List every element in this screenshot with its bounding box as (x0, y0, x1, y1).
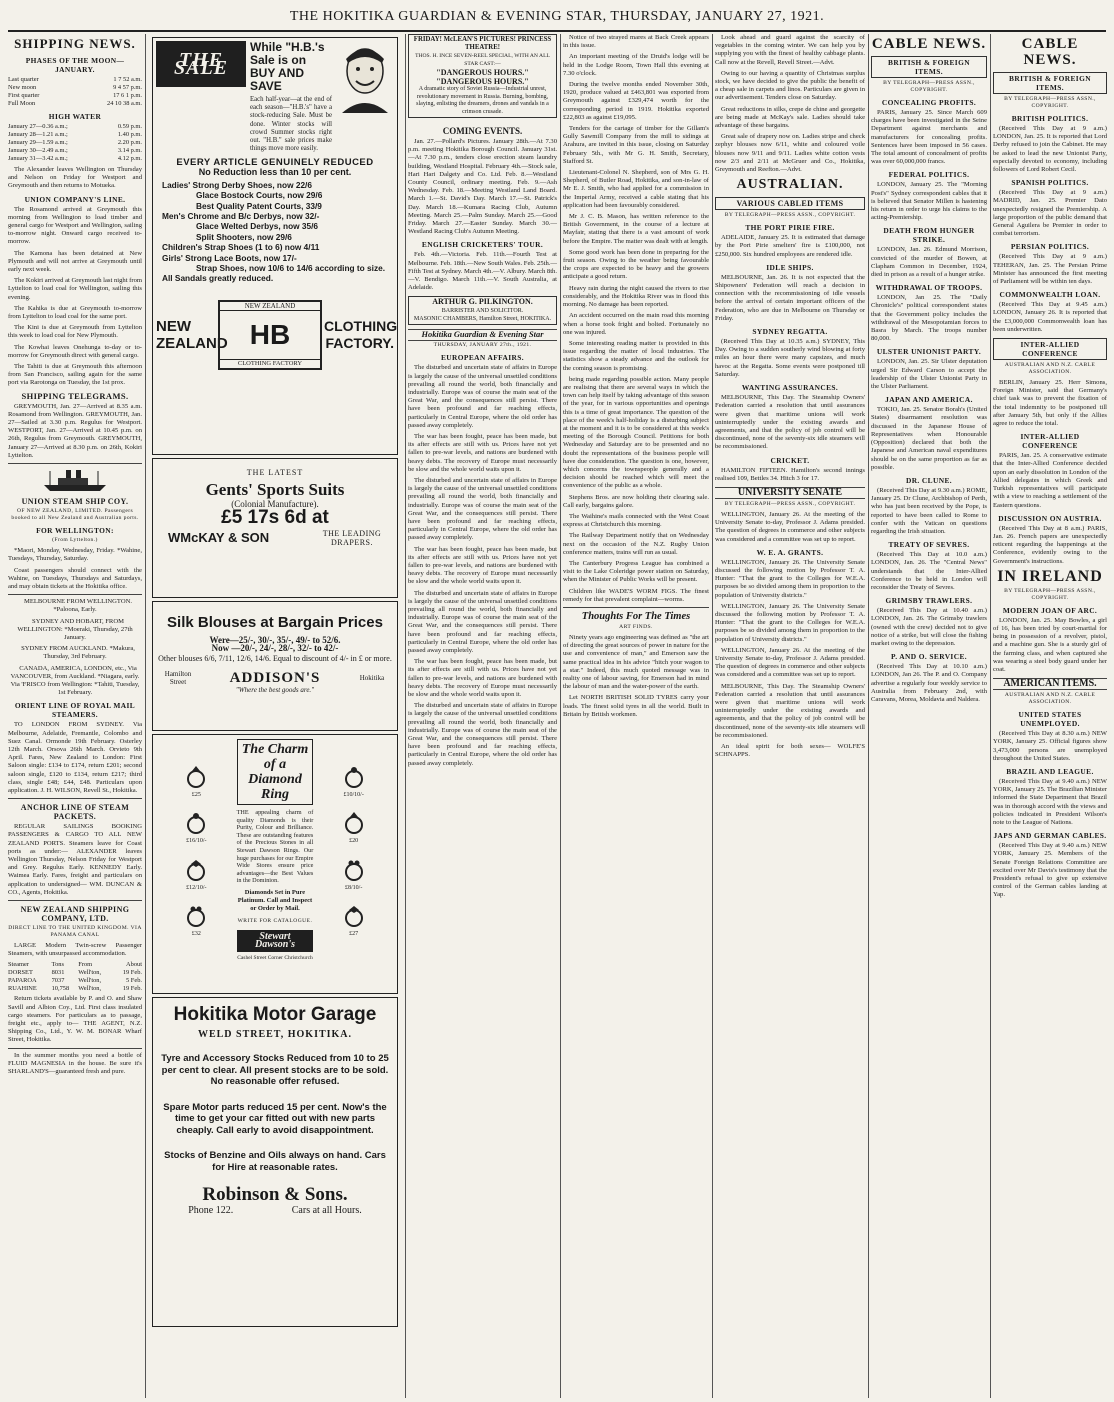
alexander-note: The Alexander leaves Wellington on Thursday and Nelson on Friday for Westport and Greymouth and then returns to Motueka. (8, 166, 142, 190)
list-item: Strap Shoes, now 10/6 to 14/6 according to size. (196, 263, 386, 274)
news-paragraph: The Canterbury Progress League has combined a visit to the Lake Coleridge power station on Saturday, when the Minister of Public Works will be present. (563, 559, 709, 584)
ring-icon (182, 856, 210, 884)
pictures-desc: A dramatic story of Soviet Russia—Industrial unrest, revolutionary movement in Russia. Burning, bombing, slaying, enlisting the dreamers, drones and vandals in a crimson crusade. (416, 86, 549, 115)
sydney-hobart-text: SYDNEY AND HOBART, FROM WELLINGTON: *Moeraki, Thursday, 27th January. (17, 617, 133, 641)
university-heading: UNIVERSITY SENATE (715, 487, 865, 499)
spanish-heading: SPANISH POLITICS. (1011, 178, 1089, 188)
discussion-text: (Received This Day at 8 a.m.) PARIS, Jan. 26. French papers are unexpectedly reticent regarding the happenings at the Conference, evidently owing to the Government's instructions. (993, 524, 1107, 565)
european-paragraph: The war has been fought, peace has been made, but its after effects are still with us. Prices have not yet fallen to pre-war levels, and nations are burdened with heavy debts. The recovery of Europe must necessarily be slow and the whole world waits upon it. (408, 432, 557, 473)
diamond-catalogue: WRITE FOR CATALOGUE. (237, 917, 313, 924)
bpolitics-heading: BRITISH POLITICS. (1011, 114, 1089, 123)
grants-heading: W. E. A. GRANTS. (756, 547, 824, 557)
list-item: Men's Chrome and B/c Derbys, now 32/- (162, 211, 320, 222)
interallied-heading: INTER-ALLIED CONFERENCE (993, 338, 1107, 360)
ring-price: £27 (349, 930, 359, 937)
union-paragraph: The Rosamond arrived at Greymouth this morning from Wellington to load timber and general cargo for Westport and Wellington, sailing to-morrow night. Onward cargo received to-morrow. (8, 205, 142, 246)
press-association: BY TELEGRAPH—PRESS ASSN., COPYRIGHT. (883, 80, 975, 93)
persian-heading: PERSIAN POLITICS. (1010, 242, 1090, 252)
hb-logo (218, 300, 322, 370)
nzsc-title: NEW ZEALAND SHIPPING COMPANY, LTD. (20, 905, 130, 923)
addison-location: Hamilton Street (164, 669, 192, 686)
pictures-title: "DANGEROUS HOURS." "DANGEROUS HOURS." (436, 68, 529, 87)
pictures-head: FRIDAY! McLEAN'S PICTURES! PRINCESS THEATRE! (413, 36, 552, 51)
clune-text: (Received This Day at 9.30 a.m.) ROME, January 25. Dr Clune, Archbishop of Perth, who has just been received by the Pope, is reported to have been called to Rome to confer with the Vatican on questions regarding the Irish situation. (871, 486, 987, 535)
ring-price: £8/10/- (344, 884, 363, 891)
union-paragraph: The Kahika is due at Greymouth to-morrow from Lyttelton to load coal for the same port. (8, 304, 142, 321)
guardian-date: THURSDAY, JANUARY 27th., 1921. (433, 342, 532, 349)
news-paragraph: The Railway Department notify that on Wednesday next on the occasion of the N.Z. Rugby Union conference matters, trains will run as usual. (563, 532, 709, 556)
garage-phone: Phone 122. (188, 1205, 234, 1217)
diamond-ring-ad (152, 734, 398, 994)
wanting-heading: WANTING ASSURANCES. (741, 383, 839, 393)
joan-text: LONDON, Jan. 25. May Bowles, a girl of 16, has been tried by court-martial for being in possession of a revolver, pistol, and a machine gun. She is a sturdy girl of the farming class, and when captured she was wearing a steel body guard under her coat. (993, 616, 1107, 673)
sevres-text: (Received This Day at 10.0 a.m.) LONDON, Jan. 26. The "Central News" understands that the Inter-Allied Conference to be held in London will reconsider the Treaty of Sevres. (871, 551, 987, 591)
ring-price: £10/10/- (343, 792, 364, 799)
gents-title: Gents' Sports Suits (205, 480, 345, 500)
orient-heading: ORIENT LINE OF ROYAL MAIL STEAMERS. (14, 701, 136, 720)
news-paragraph: Some interesting reading matter is provided in this issue regarding the matter of local industries. The statistics show a steady advance and the outlook for the coming season is promising. (563, 339, 709, 372)
iac2-text: PARIS, Jan. 25. A conservative estimate that the Inter-Allied Conference decided upon an early dissolution in London of the Allied delegates in which Greek and Turkish representatives will participate with a view to reaching a settlement of the Eastern questions. (993, 452, 1107, 509)
coast-text: Coast passengers should connect with the Wahine, on Tuesdays, Thursdays and Saturdays, and may obtain tickets at the Hokitika office. (8, 566, 142, 590)
canada-text: CANADA, AMERICA, LONDON, etc., Via VANCOUVER, from Auckland. *Niagara, early. Via 'FRISCO from Wellington: *Tahiti, Tuesday, 1st February. (10, 664, 140, 697)
sale-banner: THE SALE (156, 41, 246, 87)
po-text: (Received This Day at 10.10 a.m.) LONDON, Jan 26. The P. and O. Company advertise a regularly four weekly service to Australia from February 2nd, with Caravans, Morea, Moldavia and Naldera. (871, 663, 987, 703)
press-association: BY TELEGRAPH—PRESS ASSN., COPYRIGHT. (724, 500, 856, 507)
wellington-text: *Maori, Monday, Wednesday, Friday. *Wahine, Tuesdays, Thursday, Saturday. (8, 547, 142, 563)
nzsc-after: Return tickets available by P. and O. and Shaw Savill and Albion Coy., Ltd. First class insulated cargo steamers. For particulars as to passage, freight etc., apply to— THE AGENT, N.Z. Shipping Co., Ltd., Y. W. M. BONAR Wharf Street, Hokitika. (8, 995, 142, 1044)
cable-heading: CABLE NEWS. (871, 36, 987, 52)
silk-blouses-ad (152, 601, 398, 731)
concealing-heading: CONCEALING PROFITS. (881, 98, 977, 107)
column-rule (145, 34, 146, 1398)
ring-item (315, 763, 392, 938)
news-paragraph: Children like WADE'S WORM FIGS. The finest remedy for that prevalent complaint—worms. (563, 587, 709, 603)
list-item: Split Shooters, now 29/6 (196, 231, 292, 242)
tide-heading: HIGH WATER (48, 112, 102, 121)
hb-no-less: No Reduction less than 10 per cent. (198, 166, 352, 177)
press-association: BY TELEGRAPH—PRESS ASSN., COPYRIGHT. (1004, 96, 1096, 109)
shopper-portrait-icon (336, 41, 394, 113)
column-events (408, 34, 557, 1398)
list-item: Best Quality Patent Courts, 33/9 (196, 200, 322, 211)
american-heading: AMERICAN ITEMS. (993, 678, 1107, 690)
commonwealth-text: (Received This Day at 9.45 a.m.) LONDON, January 26. It is reported that the £3,000,000 Commonwealth loan has been underwritten. (993, 301, 1107, 333)
list-item: Glace Welted Derbys, now 35/6 (196, 221, 319, 232)
list-item: Glace Bostock Courts, now 29/6 (196, 190, 323, 201)
solicitor-card (408, 296, 557, 325)
japan-heading: JAPAN AND AMERICA. (885, 395, 973, 405)
table-row: New moon 9 4 57 p.m. (8, 84, 142, 91)
brazil-heading: BRAZIL AND LEAGUE. (1006, 766, 1094, 776)
silk-title: Silk Blouses at Bargain Prices (167, 614, 383, 631)
news-paragraph: Notice of two strayed mares at Back Creek appears in this issue. (563, 34, 709, 50)
hb-logo-top: NEW ZEALAND (220, 302, 320, 311)
ring-price: £16/10/- (186, 838, 207, 845)
spanish-text: (Received This Day at 9 a.m.) MADRID, Jan. 25. Premier Dato unexpectedly resigned the Premiership. A large proportion of the public demand that General Aguilera be Premier in order to combat terrorism. (993, 189, 1107, 238)
union-heading: UNION COMPANY'S LINE. (24, 194, 126, 204)
ulster-heading: ULSTER UNIONIST PARTY. (876, 347, 982, 357)
iac2-heading: INTER-ALLIED CONFERENCE (1020, 432, 1080, 451)
ring-icon (182, 809, 210, 837)
ring-icon (340, 856, 368, 884)
coming-events-text: Jan. 27.—Pollard's Pictures. January 28th.—At 7.30 p.m. meeting Hokitika Borough Council. January 31st.—At 7.30 p.m., tenders close erection steam laundry building, Westland Hospital. February 4th.—Stock sale, Hari Hari Dalgety and Co. Ltd. Feb. 8.—Westland County Council, ordinary meeting. Feb. 9.—Ash Wednesday. Feb. 18.—Meeting Westland Land Board. March 1.—St. David's Day. March 17.—St. Patrick's Day. March 18.—Kumara Racing Club, Autumn Meeting. March 25.—Palm Sunday. March 25.—Good Friday. March 27.—Easter Sunday. March 30.—Westland Racing Club's Autumn Meeting. (408, 138, 557, 236)
silk-were: Were—25/-, 30/-, 35/-, 49/- to 52/6. (209, 635, 341, 645)
garage-tyre: Tyre and Accessory Stocks Reduced from 10 to 25 per cent to clear. All present stocks are to be sold. No reasonable offer refused. (161, 1053, 389, 1088)
moon-heading: PHASES OF THE MOON—JANUARY. (25, 56, 125, 74)
diamond-platinum: Diamonds Set in Pure Platinum. Call and Inspect or Order by Mail. (237, 888, 313, 913)
ring-icon (340, 902, 368, 930)
union-paragraph: The Kini is due at Greymouth from Lyttelton this week to load coal for New Plymouth. (8, 324, 142, 340)
withdrawal-heading: WITHDRAWAL OF TROOPS. (875, 283, 983, 293)
british-foreign-heading: BRITISH & FOREIGN ITEMS. (993, 72, 1107, 94)
regatta-text: (Received This Day at 10.35 a.m.) SYDNEY, This Day. Owing to a sudden southerly wind blowing at forty miles an hour there were many capsizes, and much havoc at the Regatta. Some events were postponed till Saturday. (715, 338, 865, 378)
unemployed-text: (Received This Day at 8.30 a.m.) NEW YORK, January 25. Official figures show 3,473,000 persons are unemployed throughout the United States. (993, 730, 1107, 762)
addison-name: ADDISON'S (229, 669, 321, 686)
anchor-text: REGULAR SAILINGS BOOKING PASSENGERS & CARGO TO ALL NEW ZEALAND PORTS. Steamers leave for Coast ports as under:— ALEXANDER leaves Wellington Thursday, Nelson Friday for Westport and Grey. Regulus Early. KENNEDY Early. Waimea Early. Fares, freight and particulars on application to undersigned— WM. DUNCAN & CO., Agents, Hokitika. (8, 823, 142, 896)
column-rule (990, 34, 991, 1398)
list-item: Ladies' Strong Derby Shoes, now 22/6 (162, 179, 312, 190)
table-row: January 28—1.21 a.m.; 1.40 p.m. (8, 131, 142, 138)
diamond-address: Cashel Street Corner Christchurch (237, 955, 313, 962)
pictures-ad (408, 34, 557, 118)
telegrams-text: GREYMOUTH, Jan. 27—Arrived at 8.35 a.m. Rosamond from Wellington. GREYMOUTH, Jan. 27—Sailed at 3.30 p.m. Regulus for Westport. WESTPORT, Jan. 27—Arrived at 10.45 p.m. on 26th, Regulus from Greymouth. GREYMOUTH, January 27—Arrived at 8.30 p.m. on 26th, Kokiri Lyttelton. (8, 402, 142, 459)
divider (8, 798, 142, 799)
australian-heading: AUSTRALIAN. (736, 177, 844, 193)
cricket-tour-heading: ENGLISH CRICKETERS' TOUR. (421, 240, 544, 250)
wanting-text: MELBOURNE, This Day. The Steamship Owners' Federation carried a resolution that until assurances were given that maritime unions will work uninterruptedly under the existing awards and agreements, and that the policy of job control will be discontinued, none of the seventy-six idle steamers will be recommissioned. (715, 394, 865, 451)
hunger-text: LONDON, Jan. 26. Edmund Morrison, convicted of the murder of Bowen, at Clapham Common in December, 1924, died in prison as a result of a hunger strike. (871, 246, 987, 279)
news-paragraph: being made regarding possible action. Many people are realising that there are several ways in which the town can help itself by taking advantage of this season of the year, for in various opportunities and openings this is a time of great importance. The question of the place of the week's half-holiday is a disturbing subject at the moment and it is to be considered at this week's meeting of the Borough Council. Petitions for both Wednesday and Saturday are to be presented and no doubt the representations of the business people will have due consideration. The question is one, however, which concerns the townspeople generally and a decision should be reached which will meet the convenience of the public as a whole. (563, 375, 709, 490)
table-header: Steamer Tons From About (8, 961, 142, 969)
table-row: Last quarter 1 7 52 a.m. (8, 76, 142, 83)
gents-suits-ad (152, 458, 398, 598)
diamond-title: The Charm of a Diamond Ring (237, 739, 314, 805)
hunger-heading: DEATH FROM HUNGER STRIKE. (883, 226, 975, 245)
diamond-copy (237, 739, 314, 962)
ring-icon (182, 902, 210, 930)
european-paragraph: The disturbed and uncertain state of affairs in Europe is largely the cause of the universal unsettled conditions prevailing all round the world, both financially and industrially. Europe was of course the main seat of the Great War, and the consequences still persist. There have been profound and far reaching effects, particularly in Central Europe, where the old order has passed away completely. (408, 589, 557, 654)
tide-table (8, 123, 142, 163)
grants-text: WELLINGTON, January 26. The University Senate discussed the following motion by Professor T. A. Hunter: "That the grant to the Colleges for W.E.A. purposes be so divided among them in proportion to the population of University districts." (715, 602, 865, 643)
guardian-editorial-head: Hokitika Guardian & Evening Star (408, 329, 557, 341)
diamond-text: THE appealing charm of quality Diamonds is their Purity, Colour and Brilliance. These are outstanding features of the Precious Stones in all Stewart Dawson Rings. Our huge purchases for our Empire Wide Stores ensure price advantages—the Best Values in the Dominion. (236, 809, 314, 885)
sydney-auckland-text: SYDNEY FROM AUCKLAND. *Makura, Thursday, 3rd February. (21, 645, 135, 661)
european-heading: EUROPEAN AFFAIRS. (440, 353, 525, 363)
po-heading: P. AND O. SERVICE. (890, 652, 968, 662)
mckay-tag: THE LEADING DRAPERS. (322, 528, 382, 547)
ireland-assoc: BY TELEGRAPH—PRESS ASSN., COPYRIGHT. (1004, 587, 1096, 601)
divider (563, 607, 709, 608)
column-australian (715, 34, 865, 1398)
from-lyttelton: (From Lyttelton.) (52, 537, 98, 544)
thoughts-byline: ART FINDS. (619, 624, 653, 630)
news-paragraph: An accident occurred on the main road this morning when a horse took fright and bolted. Fortunately no one was injured. (563, 312, 709, 336)
column-local-news (563, 34, 709, 1398)
union-paragraph: The Kowhai leaves Onehunga to-day or to-morrow for Greymouth direct with general cargo. (8, 343, 142, 359)
japs-heading: JAPS AND GERMAN CABLES. (993, 831, 1107, 841)
gents-price: £5 17s 6d at (221, 507, 329, 529)
news-paragraph: Look ahead and guard against the scarcity of vegetables in the coming winter. We can help you by supplying you with the finest of healthy cabbage plants. Call now at the Revell, Revell Street.—Advt. (715, 34, 865, 66)
union-paragraph: The Kamona has been detained at New Plymouth and will not arrive at Greymouth until early next week. (8, 249, 142, 274)
concealing-text: PARIS, January 25. Since March 609 charges have been investigated in the Seine Department against merchants and manufacturers for concealing profits. Sentences have been imposed in 56 cases. The total amount of concealment of profits was over 60,000,000 francs. (871, 109, 987, 166)
union-paragraph: The Kokiri arrived at Greymouth last night from Lyttelton to load coal for Wellington, sailing this evening. (8, 277, 142, 301)
pirie-text: ADELAIDE, January 25. It is estimated that damage by the Port Pirie smelters' fire is £100,000, not £250,000. Six hundred employees are rendered idle. (715, 234, 865, 258)
garage-hours: Cars at all Hours. (291, 1205, 362, 1217)
various-heading: VARIOUS CABLED ITEMS (715, 197, 865, 210)
idle-ships-text: MELBOURNE, Jan. 26. It is not expected that the Shipowners' Federation will reach a decision in connection with the recommissioning of idle vessels before the arrival of certain important officers of the Federation, who are due in Melbourne on Thursday or Friday. (715, 273, 865, 322)
column-rule (712, 34, 713, 1398)
persian-text: (Received This Day at 9 a.m.) TEHERAN, Jan. 25. The Persian Prime Minister has announced the first meeting of Parliament will be within ten days. (993, 253, 1107, 286)
list-item: Children's Strap Shoes (1 to 6) now 4/11 (162, 242, 320, 253)
column-cable-news (871, 34, 987, 1398)
european-paragraph: The war has been fought, peace has been made, but its after effects are still with us. Prices have not yet fallen to pre-war levels, and nations are burdened with heavy debts. The recovery of Europe must necessarily be slow and the whole world waits upon it. (408, 658, 557, 699)
grants-text: WELLINGTON, January 26. At the meeting of the University Senate to-day, Professor J. Adams presided. The question of degrees in commerce and other subjects was considered and a committee was set up to report. (715, 646, 865, 679)
masthead (8, 4, 1106, 32)
pirie-heading: THE PORT PIRIE FIRE. (745, 223, 835, 233)
garage-spare: Spare Motor parts reduced 15 per cent. Now's the time to get your car fitted out with new parts cheaply. Call early to avoid disappointment. (163, 1101, 387, 1136)
table-row: RUAHINE 10,758 Well'ton, 19 Feb. (8, 985, 142, 993)
news-paragraph: Mr J. C. B. Mason, has written reference to the British Government, in the course of a lecture at Mayfair, stating that there is a vast amount of work before the Empire. The matter was dealt with at length. (563, 213, 709, 245)
shipping-heading: SHIPPING NEWS. (14, 36, 136, 51)
ulster-text: LONDON, Jan. 25. Sir Ulster deputation urged Sir Edward Carson to accept the leadership of the Ulster Unionist Party in the Ulster Parliament. (871, 358, 987, 391)
gents-colonial: (Colonial Manufacture). (231, 499, 319, 510)
news-paragraph: Great reductions in silks, crepe de chine and georgette are being made at McKay's sale. Ladies should take advantage of these bargains. (715, 105, 865, 130)
ring-icon (340, 809, 368, 837)
european-paragraph: The disturbed and uncertain state of affairs in Europe is largely the cause of the universal unsettled conditions prevailing all round the world, both financially and industrially. Europe was of course the main seat of the Great War, and the consequences still persist. There have been profound and far reaching effects, particularly in Central Europe, where the old order has passed away completely. (408, 476, 557, 542)
nzsc-text: LARGE Modern Twin-screw Passenger Steamers, with unsurpassed accommodation. (8, 942, 142, 958)
mckay-name: WMcKAY & SON (168, 529, 270, 545)
news-paragraph: During the twelve months ended November 30th, 1920, produce valued at £463,801 was exported from Greymouth against £329,474 worth for the corresponding period in 1919. Hokitika exported £22,803 as against £19,095. (563, 81, 709, 121)
divider (8, 463, 142, 464)
bpolitics-text: (Received This Day at 9 a.m.) LONDON, Jan. 25. It is reported that Lord Derby refused to join the Cabinet. He may be asked to lead the new Unionist Party, especially devoted to economy, including followers of Lord Robert Cecil. (993, 125, 1107, 174)
news-paragraph: Some good work has been done in preparing for the fruit season. Owing to the weather being favourable the crops are expected to be heavy and the growers anticipate a good return. (563, 248, 709, 281)
solicitor-name: ARTHUR G. PILKINGTON. (432, 297, 533, 307)
nz-left-text: NEW ZEALAND (156, 317, 228, 352)
federal-heading: FEDERAL POLITICS. (888, 170, 970, 180)
sevres-heading: TREATY OF SEVRES. (888, 540, 970, 550)
for-wellington: FOR WELLINGTON: (36, 526, 114, 536)
hb-logo-bottom: CLOTHING FACTORY (220, 359, 320, 368)
cricket-text: HAMILTON FIFTEEN. Hamilton's second innings realised 109, Bettles 34. Hitch 3 for 17. (715, 466, 865, 482)
solicitor-role: BARRISTER AND SOLICITOR. (441, 307, 524, 314)
column-rule (405, 34, 406, 1398)
news-paragraph: Great sale of drapery now on. Ladies stripe and check zephyr blouses now 6/11, white and coloured voile blouses now 9/11 and 9/11. Ladies white cotton vests now 2/3 and 2/11 at McGruer and Co., Hokitika, Greymouth and Reefton.—Advt. (715, 133, 865, 174)
thoughts-text: Ninety years ago engineering was defined as "the art of directing the great sources of power in nature for the use and convenience of man," and Emerson saw the same practical idea in his advice "hitch your wagon to a star." Indeed, this much quoted message was in reality one of labour saving, for Emerson had in mind the labour of man and the water-power of the earth. (563, 634, 709, 691)
moon-table (8, 76, 142, 108)
table-row: DORSET 8031 Well'ton, 19 Feb. (8, 969, 142, 977)
japs-text: (Received This Day at 9.40 a.m.) NEW YORK, January 25. Members of the Senate Foreign Relations Committee are excited over Mr Davis's testimony that the President's refusal to give up extensive control of the German cables landing at Yap. (993, 842, 1107, 899)
column-rule (868, 34, 869, 1398)
hb-every: EVERY ARTICLE GENUINELY REDUCED (176, 157, 374, 169)
usco-title: UNION STEAM SHIP COY. (21, 497, 129, 507)
list-item: Girls' Strong Lace Boots, now 17/- (162, 252, 297, 263)
list-item: All Sandals greatly reduced. (162, 273, 274, 284)
ring-price: £12/10/- (186, 884, 207, 891)
japan-text: TOKIO, Jan. 25. Senator Borah's (United States) disarmament resolution was discussed in the Japanese House of Representatives when Honourable (Opposition) declared that both the Japanese and American naval expenditures should be on the same proportion as far as possible. (871, 406, 987, 471)
table-row: January 31—3.42 a.m.; 4.12 p.m. (8, 155, 142, 162)
unemployed-heading: UNITED STATES UNEMPLOYED. (1018, 710, 1082, 729)
divider (8, 594, 142, 595)
column-rule (560, 34, 561, 1398)
solicitor-address: MASONIC CHAMBERS, Hamilton Street, HOKITIKA. (413, 315, 552, 322)
university-text: WELLINGTON, January 26. At the meeting of the University Senate to-day, Professor J. Adams presided. The question of degrees in commerce and other subjects was considered and a committee was set up to report. (715, 510, 865, 543)
news-paragraph: Stephens Bros. are now holding their clearing sale. Call early, bargains galore. (563, 493, 709, 509)
silk-now: Now —20/-, 24/-, 28/-, 32/- to 42/- (211, 643, 339, 654)
anchor-title: ANCHOR LINE OF STEAM PACKETS. (20, 803, 130, 822)
regatta-heading: SYDNEY REGATTA. (752, 327, 828, 337)
news-paragraph: The Waihine's mails connected with the West Coast express at Christchurch this morning. (563, 512, 709, 529)
garage-street: WELD STREET, HOKITIKA. (197, 1029, 353, 1040)
ireland-heading: IN IRELAND (997, 567, 1103, 585)
cable-heading: CABLE NEWS. (1021, 36, 1079, 68)
ring-icon (182, 763, 210, 791)
british-foreign-heading: BRITISH & FOREIGN ITEMS. (871, 56, 987, 78)
news-paragraph: An important meeting of the Druid's lodge will be held in the Lodge Room, Town Hall this evening at 7.30 o'clock. (563, 53, 709, 77)
schnapps-text: An ideal spirit for both sexes— WOLFE'S SCHNAPPS. (715, 743, 865, 759)
news-paragraph: Heavy rain during the night caused the rivers to rise considerably, and the Hokitika River was in flood this morning. No damage has been reported. (563, 284, 709, 309)
column-shipping (8, 34, 142, 1398)
discussion-heading: DISCUSSION ON AUSTRIA. (998, 513, 1102, 523)
table-row: First quarter 17 6 1 p.m. (8, 92, 142, 99)
nz-right-text: CLOTHING FACTORY. (324, 317, 398, 351)
withdrawal-text: LONDON, Jan 25. The "Daily Chronicle's" political correspondent states that the Government policy includes the withdrawal of the Mesopotamian forces to Basra by March. The troops number 80,000. (871, 294, 987, 343)
american-assoc: AUSTRALIAN AND N.Z. CABLE ASSOCIATION. (1004, 692, 1096, 706)
interallied-assoc: AUSTRALIAN AND N.Z. CABLE ASSOCIATION. (1004, 362, 1096, 376)
thoughts-end: Let NORTH BRITISH SOLID TYRES carry your loads. The finest solid tyres in all the world. Built in Britain by British workmen. (563, 694, 709, 718)
ring-price: £25 (191, 792, 201, 799)
grimsby-heading: GRIMSBY TRAWLERS. (885, 596, 973, 606)
divider (8, 900, 142, 901)
cricket-tour-text: Feb. 4th.—Victoria. Feb. 11th.—Fourth Test at Melbourne. Feb. 18th.—New South Wales. Feb. 25th.—Fifth Test at Sydney. March 4th.—V. Albury. March 8th.—V. Bendigo. March 11th.—V. South Australia, at Adelaide. (408, 251, 557, 292)
cricket-heading: CRICKET. (770, 455, 810, 465)
hb-item-list (156, 180, 394, 284)
masthead-title: THE HOKITIKA GUARDIAN & EVENING STAR, THURSDAY, JANUARY 27, 1921. (289, 9, 825, 24)
hb-sale-ad (152, 37, 398, 455)
news-paragraph: Tenders for the cartage of timber for the Gillam's Gully Sawmill Company from the mill to sidings at Arahura, are invited in this issue, closing on Saturday February 5th., with Mr G. H. Smith, Secretary, Stafford St. (563, 125, 709, 165)
gents-the-latest: THE LATEST (246, 468, 304, 477)
union-paragraph: The Tahiti is due at Greymouth this afternoon from San Francisco, sailing again for the same port via Rarotonga on Tuesday, the 1st prox. (8, 363, 142, 387)
news-paragraph: Owing to our having a quantity of Christmas surplus stock, we have decided to give the public the benefit of a cheap sale in carpets and linos. Particulars are given in our advertisement. Tenders close on Saturday. (715, 69, 865, 102)
table-row: January 30—2.49 a.m.; 3.14 p.m. (8, 147, 142, 154)
table-row: PAPAROA 7037 Well'ton, 5 Feb. (8, 977, 142, 985)
nzsc-table (8, 961, 142, 993)
diamond-brand: Stewart Dawson's (237, 930, 314, 952)
addison-slogan: "Where the best goods are." (235, 686, 315, 695)
european-paragraph: The disturbed and uncertain state of affairs in Europe is largely the cause of the universal unsettled conditions prevailing all round the world, both financially and industrially. Europe was of course the main seat of the Great War, and the consequences still persist. There have been profound and far reaching effects, particularly in Central Europe, where the old order has passed away completely. (408, 364, 557, 429)
garage-title: Hokitika Motor Garage (173, 1004, 377, 1025)
silk-other: Other blouses 6/6, 7/11, 12/6, 14/6. Equal to discount of 4/- in £ or more. (158, 654, 392, 664)
federal-text: LONDON, January 25. The "Morning Post's" Sydney correspondent cables that it is believed that Senator Millen is hastening his return in order to urge his claims to the acting-Premiership. (871, 181, 987, 222)
brazil-text: (Received This Day at 9.40 a.m.) NEW YORK, January 25. The Brazilian Minister informed the State Department that Brazil was in thorough accord with the views and policies indicated in President Wilson's note to the League of Nations. (993, 777, 1107, 826)
press-association: BY TELEGRAPH—PRESS ASSN., COPYRIGHT. (724, 212, 856, 219)
telegrams-heading: SHIPPING TELEGRAMS. (21, 390, 129, 401)
hb-logo-mark: HB (249, 318, 291, 350)
hb-while: While "H.B.'s Sale is on BUY AND SAVE (250, 40, 325, 93)
garage-firm: Robinson & Sons. (202, 1184, 348, 1206)
column-cable-news-2 (993, 34, 1107, 1398)
motor-garage-ad (152, 997, 398, 1327)
ring-price: £32 (191, 930, 201, 937)
thoughts-heading: Thoughts For The Times (581, 611, 691, 622)
nzsc-sub: DIRECT LINE TO THE UNITED KINGDOM. VIA PANAMA CANAL (8, 925, 142, 938)
orient-text: TO LONDON FROM SYDNEY. Via Melbourne, Adelaide, Fremantle, Colombo and Suez Canal. Ormonde 19th February. Osterley 12th March. Orsova 26th March. Orvieto 9th April. Fares, New Zealand to London: First Saloon single: £134 to £174, return £201; second saloon single, £120 to £134, return £217; third class, single £48; £44, £48. Particulars upon application. J. H. WILSON, Revell St., Hokitika. (8, 721, 142, 794)
commonwealth-heading: COMMONWEALTH LOAN. (999, 290, 1101, 300)
joan-heading: MODERN JOAN OF ARC. (1002, 605, 1098, 615)
grants-text: MELBOURNE, This Day. The Steamship Owners' Federation carried a resolution that until assurances were given that maritime unions will work uninterruptedly under the existing awards and agreements, and that the policy of job control will be discontinued, none of the seventy-six idle steamers will be recommissioned. (715, 682, 865, 739)
ring-item (158, 763, 235, 938)
table-row: January 29—1.59 a.m.; 2.20 p.m. (8, 139, 142, 146)
ring-price: £20 (349, 838, 359, 845)
clune-heading: DR. CLUNE. (905, 475, 953, 485)
european-paragraph: The war has been fought, peace has been made, but its after effects are still with us. Prices have not yet fallen to pre-war levels, and nations are burdened with heavy debts. The recovery of Europe must necessarily be slow and the whole world waits upon it. (408, 545, 557, 586)
european-paragraph: The disturbed and uncertain state of affairs in Europe is largely the cause of the universal unsettled conditions prevailing all round the world, both financially and industrially. Europe was of course the main seat of the Great War, and the consequences still persist. There have been profound and far reaching effects, particularly in Central Europe, where the old order has passed away completely. (408, 702, 557, 767)
grimsby-text: (Received This Day at 10.40 a.m.) LONDON, Jan. 26. The Grimsby trawlers (owned with the crew) decided not to give notice of a strike, but will close the fishing market owing to the depression. (871, 607, 987, 647)
divider (8, 1048, 142, 1049)
addison-town: Hokitika (359, 673, 385, 682)
melbourne-text: MELBOURNE FROM WELLINGTON. *Paloona, Early. (23, 598, 132, 614)
news-paragraph: Lieutenant-Colonel N. Shepherd, son of Mrs G. H. Shepherd, of Butler Road, Hokitika, and son-in-law of Mr E. J. Smith, who had applied for a commission in the Imperial Army, received a cable stating that his application had been favourably considered. (563, 169, 709, 209)
idle-ships-heading: IDLE SHIPS. (766, 262, 814, 272)
hb-intro: Each half-year—at the end of each season—"H.B.'s" have a stock-reducing Sale. Must be done. Winter stocks will crowd Summer stocks right out. "H.B." sale prices make things move more easily. (250, 96, 332, 153)
steamship-icon (40, 467, 110, 493)
table-row: Full Moon 24 10 38 a.m. (8, 100, 142, 107)
interallied-text: BERLIN, January 25. Herr Simons, Foreign Minister, said that Germany's chief task was to prevent the fixation of the total indemnity to be postponed till after January 5th, but only if the Allies agree to reduce the total. (993, 379, 1107, 428)
magnesia-text: In the summer months you need a bottle of FLUID MAGNESIA in the house. Be sure it's SHARLAND'S—guaranteed fresh and pure. (8, 1051, 142, 1076)
garage-stocks: Stocks of Benzine and Oils always on hand. Cars for Hire at reasonable rates. (164, 1150, 386, 1173)
grants-text: WELLINGTON, January 26. The University Senate discussed the following motion by Professor T. A. Hunter: "That the grant to the Colleges for W.E.A. purposes be so divided among them in proportion to the population of University districts." (715, 558, 865, 599)
table-row: January 27—0.36 a.m.; 0.59 p.m. (8, 123, 142, 130)
usco-sub: OF NEW ZEALAND, LIMITED. Passengers booked to all New Zealand and Australian ports. (11, 508, 139, 522)
pictures-sub: THOS. H. INCE SEVEN-REEL SPECIAL, WITH AN ALL STAR CAST:— (415, 53, 550, 68)
ring-icon (340, 763, 368, 791)
coming-events-heading: COMING EVENTS. (442, 126, 523, 137)
column-advertisements (148, 34, 402, 1398)
